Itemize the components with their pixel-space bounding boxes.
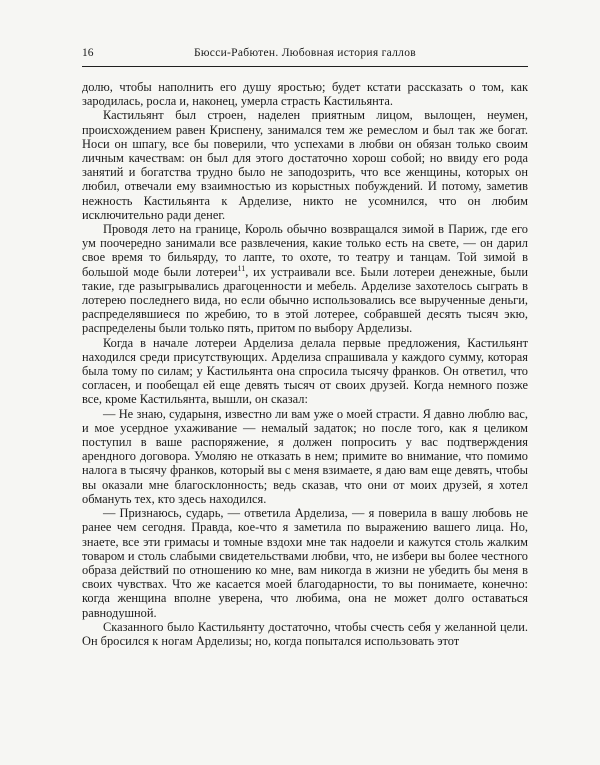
paragraph-closing: Сказанного было Кастильянту достаточно, чтобы счесть себя у желанной цели. Он бросился к ногам Арделизы; но, когда попытался использовать этот (82, 619, 528, 648)
paragraph-lottery (82, 222, 528, 336)
paragraph-lottery-text-before-footnote: Проводя лето на границе, Король обычно возвращался зимой в Париж, где его ум поочередно занимали все развлечения, какие только есть на свете, — он дарил свое время то бильярду, то лапте, то охоте, то театру и танцам. Той зимой в большой моде были лотереи (82, 222, 528, 279)
paragraph-dialogue-castillant: — Не знаю, сударыня, известно ли вам уже о моей страсти. Я давно люблю вас, и мое усердное ухаживание — немалый задаток; но после того, как я целиком поступил в ваше распоряжение, я должен попросить у вас подтверждения арендного договора. Умоляю не отказать в нем; примите во внимание, что помимо налога в тысячу франков, который вы с меня взимаете, я даю вам еще девять, чтобы вы оказали мне благосклонность; ведь сказав, что они от моих друзей, я хотел обмануть тех, кто здесь находился. (82, 406, 528, 506)
page-body (82, 80, 528, 648)
running-title: Бюсси-Рабютен. Любовная история галлов (194, 47, 416, 59)
page-number: 16 (82, 47, 94, 59)
header-rule (82, 66, 528, 67)
footnote-reference-11: 11 (237, 263, 246, 273)
page-header (82, 46, 528, 61)
paragraph-castillant-description: Кастильянт был строен, наделен приятным лицом, вылощен, неумен, происхождением равен Криспену, занимался тем же ремеслом и был так же богат. Носи он шпагу, все бы поверили, что успехами в любви он обязан только своим личным качествам: он был для этого достаточно хорош собой; но ввиду его рода занятий и богатства трудно было не заподозрить, что все женщины, которых он любил, отвечали ему взаимностью из корыстных побуждений. И потому, заметив нежность Кастильянта к Арделизе, никто не усомнился, что он любим исключительно ради денег. (82, 108, 528, 222)
paragraph-lottery-text-after-footnote: , их устраивали все. Были лотереи денежные, были такие, где разыгрывались драгоценности и мебель. Арделизе захотелось сыграть в лотерею последнего вида, но если обычно использовались все вырученные деньги, распределявшиеся по жребию, то в этой лотерее, собравшей десять тысяч экю, распределены были только пять, притом по выбору Арделизы. (82, 264, 529, 336)
paragraph-dialogue-ardeliza: — Признаюсь, сударь, — ответила Арделиза, — я поверила в вашу любовь не ранее чем сегодня. Правда, кое-что я заметила по выражению вашего лица. Но, знаете, все эти гримасы и томные вздохи мне так надоели и кажутся столь жалким товаром и столь слабыми свидетельствами любви, что, не избери вы более честного образа действий по отношению ко мне, вам никогда в жизни не убедить бы меня в своих чувствах. Что же касается моей благодарности, то вы понимаете, конечно: когда женщина вполне уверена, что любима, она не может долго оставаться равнодушной. (82, 506, 528, 620)
paragraph-continuation: долю, чтобы наполнить его душу яростью; будет кстати рассказать о том, как зародилась, росла и, наконец, умерла страсть Кастильянта. (82, 80, 528, 109)
paragraph-lottery-offers: Когда в начале лотереи Арделиза делала первые предложения, Кастильянт находился среди присутствующих. Арделиза спрашивала у каждого сумму, которая была тому по силам; у Кастильянта она спросила тысячу франков. Он ответил, что согласен, и пообещал ей еще девять тысяч от своих друзей. Когда немного позже все, кроме Кастильянта, вышли, он сказал: (82, 335, 528, 407)
